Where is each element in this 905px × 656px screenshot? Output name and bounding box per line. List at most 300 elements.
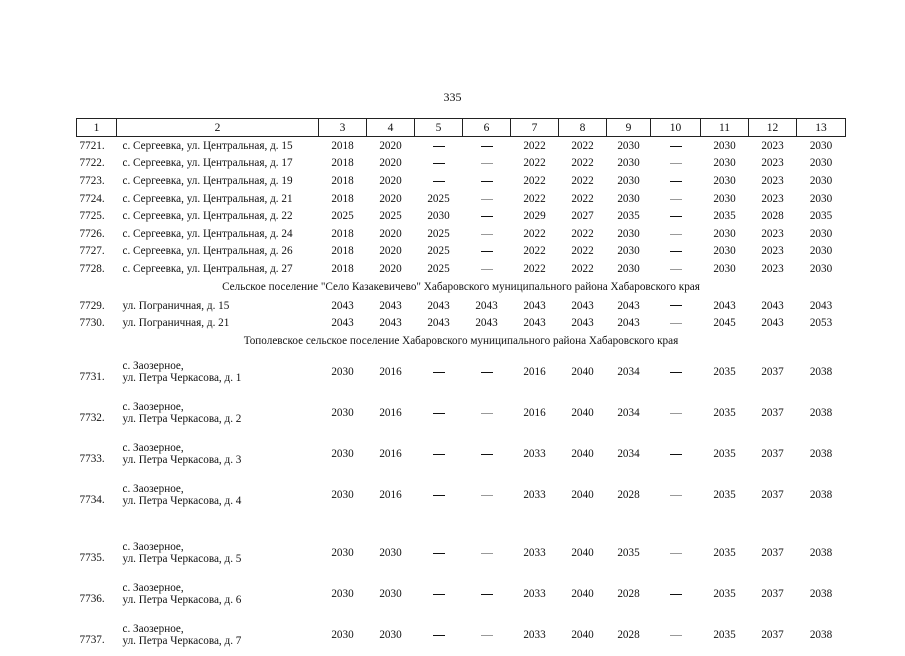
year-cell: 2034 bbox=[607, 392, 651, 433]
spacer-cell bbox=[77, 516, 846, 532]
address-cell: ул. Пограничная, д. 21 bbox=[117, 314, 319, 332]
year-cell: 2037 bbox=[749, 475, 797, 516]
year-cell: 2020 bbox=[367, 137, 415, 155]
year-cell: 2030 bbox=[319, 475, 367, 516]
dash-mark bbox=[433, 495, 445, 496]
year-cell: 2040 bbox=[559, 532, 607, 573]
empty-value-dash bbox=[651, 615, 701, 656]
year-cell: 2033 bbox=[511, 475, 559, 516]
address-line: ул. Петра Черкасова, д. 1 bbox=[123, 372, 319, 384]
row-number: 7724. bbox=[77, 190, 117, 208]
year-cell: 2038 bbox=[797, 615, 846, 656]
row-number: 7721. bbox=[77, 137, 117, 155]
year-cell: 2030 bbox=[367, 615, 415, 656]
year-cell: 2022 bbox=[559, 155, 607, 173]
year-cell: 2043 bbox=[463, 314, 511, 332]
dash-mark bbox=[670, 251, 682, 252]
address-cell bbox=[117, 532, 319, 573]
year-cell: 2022 bbox=[511, 155, 559, 173]
year-cell: 2030 bbox=[701, 137, 749, 155]
dash-mark bbox=[670, 323, 682, 324]
column-header: 3 bbox=[319, 119, 367, 137]
dash-mark bbox=[670, 216, 682, 217]
year-cell: 2020 bbox=[367, 172, 415, 190]
year-cell: 2033 bbox=[511, 532, 559, 573]
year-cell: 2025 bbox=[415, 243, 463, 261]
housing-repair-schedule-table bbox=[76, 118, 846, 656]
year-cell: 2043 bbox=[559, 297, 607, 315]
year-cell: 2030 bbox=[797, 172, 846, 190]
table-header bbox=[77, 119, 846, 137]
column-header: 7 bbox=[511, 119, 559, 137]
table-row bbox=[77, 314, 846, 332]
year-cell: 2030 bbox=[797, 243, 846, 261]
year-cell: 2030 bbox=[797, 137, 846, 155]
address-line: ул. Петра Черкасова, д. 2 bbox=[123, 413, 319, 425]
year-cell: 2038 bbox=[797, 475, 846, 516]
year-cell: 2020 bbox=[367, 155, 415, 173]
year-cell: 2030 bbox=[607, 190, 651, 208]
year-cell: 2023 bbox=[749, 137, 797, 155]
year-cell: 2030 bbox=[319, 573, 367, 614]
year-cell: 2016 bbox=[367, 434, 415, 475]
table-row bbox=[77, 155, 846, 173]
dash-mark bbox=[481, 181, 493, 182]
column-header: 1 bbox=[77, 119, 117, 137]
year-cell: 2040 bbox=[559, 351, 607, 392]
empty-value-dash bbox=[463, 190, 511, 208]
empty-value-dash bbox=[415, 155, 463, 173]
year-cell: 2037 bbox=[749, 351, 797, 392]
empty-value-dash bbox=[463, 137, 511, 155]
row-number: 7727. bbox=[77, 243, 117, 261]
address-line: ул. Петра Черкасова, д. 5 bbox=[123, 553, 319, 565]
column-header: 2 bbox=[117, 119, 319, 137]
address-cell bbox=[117, 351, 319, 392]
year-cell: 2030 bbox=[415, 207, 463, 225]
year-cell: 2043 bbox=[367, 314, 415, 332]
year-cell: 2053 bbox=[797, 314, 846, 332]
year-cell: 2033 bbox=[511, 615, 559, 656]
empty-value-dash bbox=[463, 573, 511, 614]
year-cell: 2043 bbox=[319, 314, 367, 332]
year-cell: 2028 bbox=[749, 207, 797, 225]
dash-mark bbox=[433, 635, 445, 636]
year-cell: 2030 bbox=[701, 155, 749, 173]
empty-value-dash bbox=[415, 475, 463, 516]
dash-mark bbox=[481, 234, 493, 235]
table-row bbox=[77, 615, 846, 656]
year-cell: 2033 bbox=[511, 573, 559, 614]
year-cell: 2037 bbox=[749, 434, 797, 475]
year-cell: 2035 bbox=[701, 532, 749, 573]
year-cell: 2038 bbox=[797, 573, 846, 614]
empty-value-dash bbox=[463, 392, 511, 433]
year-cell: 2030 bbox=[367, 532, 415, 573]
dash-mark bbox=[670, 163, 682, 164]
row-number: 7732. bbox=[77, 392, 117, 433]
column-header: 12 bbox=[749, 119, 797, 137]
year-cell: 2022 bbox=[559, 190, 607, 208]
address-line: с. Заозерное, bbox=[123, 360, 319, 372]
dash-mark bbox=[481, 163, 493, 164]
year-cell: 2040 bbox=[559, 392, 607, 433]
year-cell: 2035 bbox=[701, 475, 749, 516]
page-number: 335 bbox=[0, 90, 905, 105]
year-cell: 2043 bbox=[749, 314, 797, 332]
year-cell: 2022 bbox=[511, 225, 559, 243]
year-cell: 2022 bbox=[511, 190, 559, 208]
empty-value-dash bbox=[651, 573, 701, 614]
year-cell: 2022 bbox=[559, 172, 607, 190]
empty-value-dash bbox=[463, 434, 511, 475]
dash-mark bbox=[670, 146, 682, 147]
year-cell: 2020 bbox=[367, 225, 415, 243]
year-cell: 2030 bbox=[367, 573, 415, 614]
dash-mark bbox=[481, 269, 493, 270]
year-cell: 2022 bbox=[559, 260, 607, 278]
year-cell: 2030 bbox=[701, 243, 749, 261]
dash-mark bbox=[481, 454, 493, 455]
address-cell bbox=[117, 392, 319, 433]
year-cell: 2028 bbox=[607, 615, 651, 656]
dash-mark bbox=[481, 251, 493, 252]
year-cell: 2018 bbox=[319, 225, 367, 243]
year-cell: 2018 bbox=[319, 155, 367, 173]
year-cell: 2022 bbox=[559, 225, 607, 243]
year-cell: 2027 bbox=[559, 207, 607, 225]
address-cell: с. Сергеевка, ул. Центральная, д. 27 bbox=[117, 260, 319, 278]
row-number: 7734. bbox=[77, 475, 117, 516]
year-cell: 2043 bbox=[511, 314, 559, 332]
dash-mark bbox=[481, 199, 493, 200]
year-cell: 2028 bbox=[607, 475, 651, 516]
address-cell: с. Сергеевка, ул. Центральная, д. 21 bbox=[117, 190, 319, 208]
table-row bbox=[77, 573, 846, 614]
year-cell: 2040 bbox=[559, 573, 607, 614]
empty-value-dash bbox=[463, 615, 511, 656]
dash-mark bbox=[433, 181, 445, 182]
dash-mark bbox=[481, 216, 493, 217]
empty-value-dash bbox=[651, 190, 701, 208]
year-cell: 2025 bbox=[415, 260, 463, 278]
year-cell: 2030 bbox=[701, 172, 749, 190]
table-row bbox=[77, 172, 846, 190]
year-cell: 2030 bbox=[797, 190, 846, 208]
empty-value-dash bbox=[415, 137, 463, 155]
year-cell: 2018 bbox=[319, 172, 367, 190]
year-cell: 2033 bbox=[511, 434, 559, 475]
address-line: с. Заозерное, bbox=[123, 623, 319, 635]
address-cell: с. Сергеевка, ул. Центральная, д. 17 bbox=[117, 155, 319, 173]
dash-mark bbox=[433, 413, 445, 414]
year-cell: 2035 bbox=[701, 392, 749, 433]
header-row bbox=[77, 119, 846, 137]
address-cell bbox=[117, 615, 319, 656]
empty-value-dash bbox=[463, 172, 511, 190]
year-cell: 2018 bbox=[319, 243, 367, 261]
address-cell: с. Сергеевка, ул. Центральная, д. 15 bbox=[117, 137, 319, 155]
year-cell: 2043 bbox=[415, 314, 463, 332]
year-cell: 2035 bbox=[797, 207, 846, 225]
year-cell: 2018 bbox=[319, 260, 367, 278]
year-cell: 2022 bbox=[559, 137, 607, 155]
address-cell: с. Сергеевка, ул. Центральная, д. 24 bbox=[117, 225, 319, 243]
address-line: с. Заозерное, bbox=[123, 541, 319, 553]
year-cell: 2037 bbox=[749, 392, 797, 433]
year-cell: 2038 bbox=[797, 434, 846, 475]
empty-value-dash bbox=[415, 615, 463, 656]
year-cell: 2030 bbox=[607, 225, 651, 243]
address-cell bbox=[117, 475, 319, 516]
year-cell: 2022 bbox=[511, 137, 559, 155]
column-header: 8 bbox=[559, 119, 607, 137]
year-cell: 2023 bbox=[749, 225, 797, 243]
table-row bbox=[77, 475, 846, 516]
year-cell: 2018 bbox=[319, 137, 367, 155]
dash-mark bbox=[670, 594, 682, 595]
year-cell: 2025 bbox=[415, 190, 463, 208]
year-cell: 2016 bbox=[511, 351, 559, 392]
empty-value-dash bbox=[415, 172, 463, 190]
dash-mark bbox=[670, 553, 682, 554]
empty-value-dash bbox=[415, 392, 463, 433]
year-cell: 2040 bbox=[559, 475, 607, 516]
dash-mark bbox=[433, 372, 445, 373]
year-cell: 2016 bbox=[367, 475, 415, 516]
empty-value-dash bbox=[651, 225, 701, 243]
year-cell: 2030 bbox=[607, 155, 651, 173]
year-cell: 2020 bbox=[367, 243, 415, 261]
empty-value-dash bbox=[651, 314, 701, 332]
year-cell: 2020 bbox=[367, 260, 415, 278]
year-cell: 2030 bbox=[701, 190, 749, 208]
year-cell: 2025 bbox=[415, 225, 463, 243]
column-header: 6 bbox=[463, 119, 511, 137]
year-cell: 2023 bbox=[749, 155, 797, 173]
empty-value-dash bbox=[463, 532, 511, 573]
column-header: 13 bbox=[797, 119, 846, 137]
year-cell: 2035 bbox=[701, 434, 749, 475]
year-cell: 2023 bbox=[749, 172, 797, 190]
dash-mark bbox=[433, 454, 445, 455]
year-cell: 2043 bbox=[607, 314, 651, 332]
year-cell: 2030 bbox=[701, 225, 749, 243]
dash-mark bbox=[670, 269, 682, 270]
row-number: 7726. bbox=[77, 225, 117, 243]
empty-value-dash bbox=[651, 351, 701, 392]
table-body bbox=[77, 137, 846, 656]
year-cell: 2016 bbox=[367, 392, 415, 433]
section-title: Тополевское сельское поселение Хабаровского муниципального района Хабаровского края bbox=[77, 332, 846, 351]
row-number: 7731. bbox=[77, 351, 117, 392]
row-number: 7733. bbox=[77, 434, 117, 475]
empty-value-dash bbox=[415, 532, 463, 573]
column-header: 9 bbox=[607, 119, 651, 137]
address-line: с. Заозерное, bbox=[123, 401, 319, 413]
dash-mark bbox=[670, 454, 682, 455]
year-cell: 2022 bbox=[511, 260, 559, 278]
empty-value-dash bbox=[651, 207, 701, 225]
table-row bbox=[77, 392, 846, 433]
dash-mark bbox=[433, 163, 445, 164]
year-cell: 2043 bbox=[701, 297, 749, 315]
year-cell: 2030 bbox=[607, 243, 651, 261]
year-cell: 2023 bbox=[749, 260, 797, 278]
row-number: 7723. bbox=[77, 172, 117, 190]
dash-mark bbox=[670, 234, 682, 235]
empty-value-dash bbox=[415, 351, 463, 392]
row-number: 7737. bbox=[77, 615, 117, 656]
year-cell: 2043 bbox=[367, 297, 415, 315]
year-cell: 2038 bbox=[797, 532, 846, 573]
empty-value-dash bbox=[463, 225, 511, 243]
address-cell: с. Сергеевка, ул. Центральная, д. 19 bbox=[117, 172, 319, 190]
dash-mark bbox=[670, 372, 682, 373]
year-cell: 2022 bbox=[511, 243, 559, 261]
year-cell: 2038 bbox=[797, 351, 846, 392]
address-line: с. Заозерное, bbox=[123, 442, 319, 454]
year-cell: 2030 bbox=[319, 615, 367, 656]
empty-value-dash bbox=[415, 434, 463, 475]
address-line: ул. Петра Черкасова, д. 4 bbox=[123, 495, 319, 507]
dash-mark bbox=[433, 553, 445, 554]
row-number: 7722. bbox=[77, 155, 117, 173]
dash-mark bbox=[481, 594, 493, 595]
year-cell: 2043 bbox=[415, 297, 463, 315]
dash-mark bbox=[481, 495, 493, 496]
year-cell: 2035 bbox=[607, 207, 651, 225]
empty-value-dash bbox=[463, 155, 511, 173]
year-cell: 2030 bbox=[607, 137, 651, 155]
year-cell: 2030 bbox=[797, 155, 846, 173]
empty-value-dash bbox=[463, 260, 511, 278]
address-line: ул. Петра Черкасова, д. 3 bbox=[123, 454, 319, 466]
year-cell: 2018 bbox=[319, 190, 367, 208]
year-cell: 2030 bbox=[797, 225, 846, 243]
year-cell: 2023 bbox=[749, 190, 797, 208]
year-cell: 2022 bbox=[559, 243, 607, 261]
table-row bbox=[77, 297, 846, 315]
address-line: ул. Петра Черкасова, д. 6 bbox=[123, 594, 319, 606]
table-row bbox=[77, 207, 846, 225]
dash-mark bbox=[433, 146, 445, 147]
dash-mark bbox=[481, 146, 493, 147]
year-cell: 2020 bbox=[367, 190, 415, 208]
year-cell: 2016 bbox=[511, 392, 559, 433]
year-cell: 2045 bbox=[701, 314, 749, 332]
empty-value-dash bbox=[651, 137, 701, 155]
year-cell: 2043 bbox=[607, 297, 651, 315]
year-cell: 2016 bbox=[367, 351, 415, 392]
dash-mark bbox=[670, 413, 682, 414]
empty-value-dash bbox=[651, 392, 701, 433]
empty-value-dash bbox=[651, 434, 701, 475]
year-cell: 2043 bbox=[797, 297, 846, 315]
dash-mark bbox=[433, 594, 445, 595]
dash-mark bbox=[670, 635, 682, 636]
table-row bbox=[77, 137, 846, 155]
year-cell: 2034 bbox=[607, 434, 651, 475]
year-cell: 2035 bbox=[607, 532, 651, 573]
address-cell: с. Сергеевка, ул. Центральная, д. 22 bbox=[117, 207, 319, 225]
table-row bbox=[77, 225, 846, 243]
column-header: 10 bbox=[651, 119, 701, 137]
address-cell: с. Сергеевка, ул. Центральная, д. 26 bbox=[117, 243, 319, 261]
empty-value-dash bbox=[651, 260, 701, 278]
year-cell: 2035 bbox=[701, 351, 749, 392]
address-cell bbox=[117, 573, 319, 614]
year-cell: 2025 bbox=[367, 207, 415, 225]
address-line: с. Заозерное, bbox=[123, 582, 319, 594]
dash-mark bbox=[670, 181, 682, 182]
address-line: с. Заозерное, bbox=[123, 483, 319, 495]
row-number: 7729. bbox=[77, 297, 117, 315]
year-cell: 2043 bbox=[463, 297, 511, 315]
year-cell: 2040 bbox=[559, 434, 607, 475]
section-row bbox=[77, 278, 846, 297]
empty-value-dash bbox=[651, 475, 701, 516]
dash-mark bbox=[481, 635, 493, 636]
year-cell: 2030 bbox=[319, 392, 367, 433]
table-row bbox=[77, 260, 846, 278]
year-cell: 2029 bbox=[511, 207, 559, 225]
column-header: 4 bbox=[367, 119, 415, 137]
year-cell: 2028 bbox=[607, 573, 651, 614]
year-cell: 2030 bbox=[607, 172, 651, 190]
row-number: 7725. bbox=[77, 207, 117, 225]
year-cell: 2043 bbox=[559, 314, 607, 332]
year-cell: 2030 bbox=[797, 260, 846, 278]
year-cell: 2034 bbox=[607, 351, 651, 392]
year-cell: 2030 bbox=[607, 260, 651, 278]
year-cell: 2025 bbox=[319, 207, 367, 225]
year-cell: 2030 bbox=[319, 434, 367, 475]
address-line: ул. Петра Черкасова, д. 7 bbox=[123, 635, 319, 647]
year-cell: 2043 bbox=[319, 297, 367, 315]
empty-value-dash bbox=[463, 243, 511, 261]
dash-mark bbox=[670, 305, 682, 306]
column-header: 11 bbox=[701, 119, 749, 137]
table-row bbox=[77, 190, 846, 208]
dash-mark bbox=[670, 495, 682, 496]
dash-mark bbox=[481, 372, 493, 373]
row-number: 7730. bbox=[77, 314, 117, 332]
empty-value-dash bbox=[463, 475, 511, 516]
section-row bbox=[77, 332, 846, 351]
year-cell: 2035 bbox=[701, 615, 749, 656]
year-cell: 2043 bbox=[511, 297, 559, 315]
row-number: 7736. bbox=[77, 573, 117, 614]
year-cell: 2023 bbox=[749, 243, 797, 261]
column-header: 5 bbox=[415, 119, 463, 137]
empty-value-dash bbox=[651, 243, 701, 261]
empty-value-dash bbox=[463, 351, 511, 392]
row-number: 7728. bbox=[77, 260, 117, 278]
year-cell: 2037 bbox=[749, 615, 797, 656]
year-cell: 2030 bbox=[319, 532, 367, 573]
year-cell: 2030 bbox=[319, 351, 367, 392]
row-number: 7735. bbox=[77, 532, 117, 573]
year-cell: 2035 bbox=[701, 573, 749, 614]
year-cell: 2040 bbox=[559, 615, 607, 656]
dash-mark bbox=[481, 553, 493, 554]
year-cell: 2043 bbox=[749, 297, 797, 315]
spacer-row bbox=[77, 516, 846, 532]
dash-mark bbox=[670, 199, 682, 200]
table-row bbox=[77, 243, 846, 261]
address-cell bbox=[117, 434, 319, 475]
